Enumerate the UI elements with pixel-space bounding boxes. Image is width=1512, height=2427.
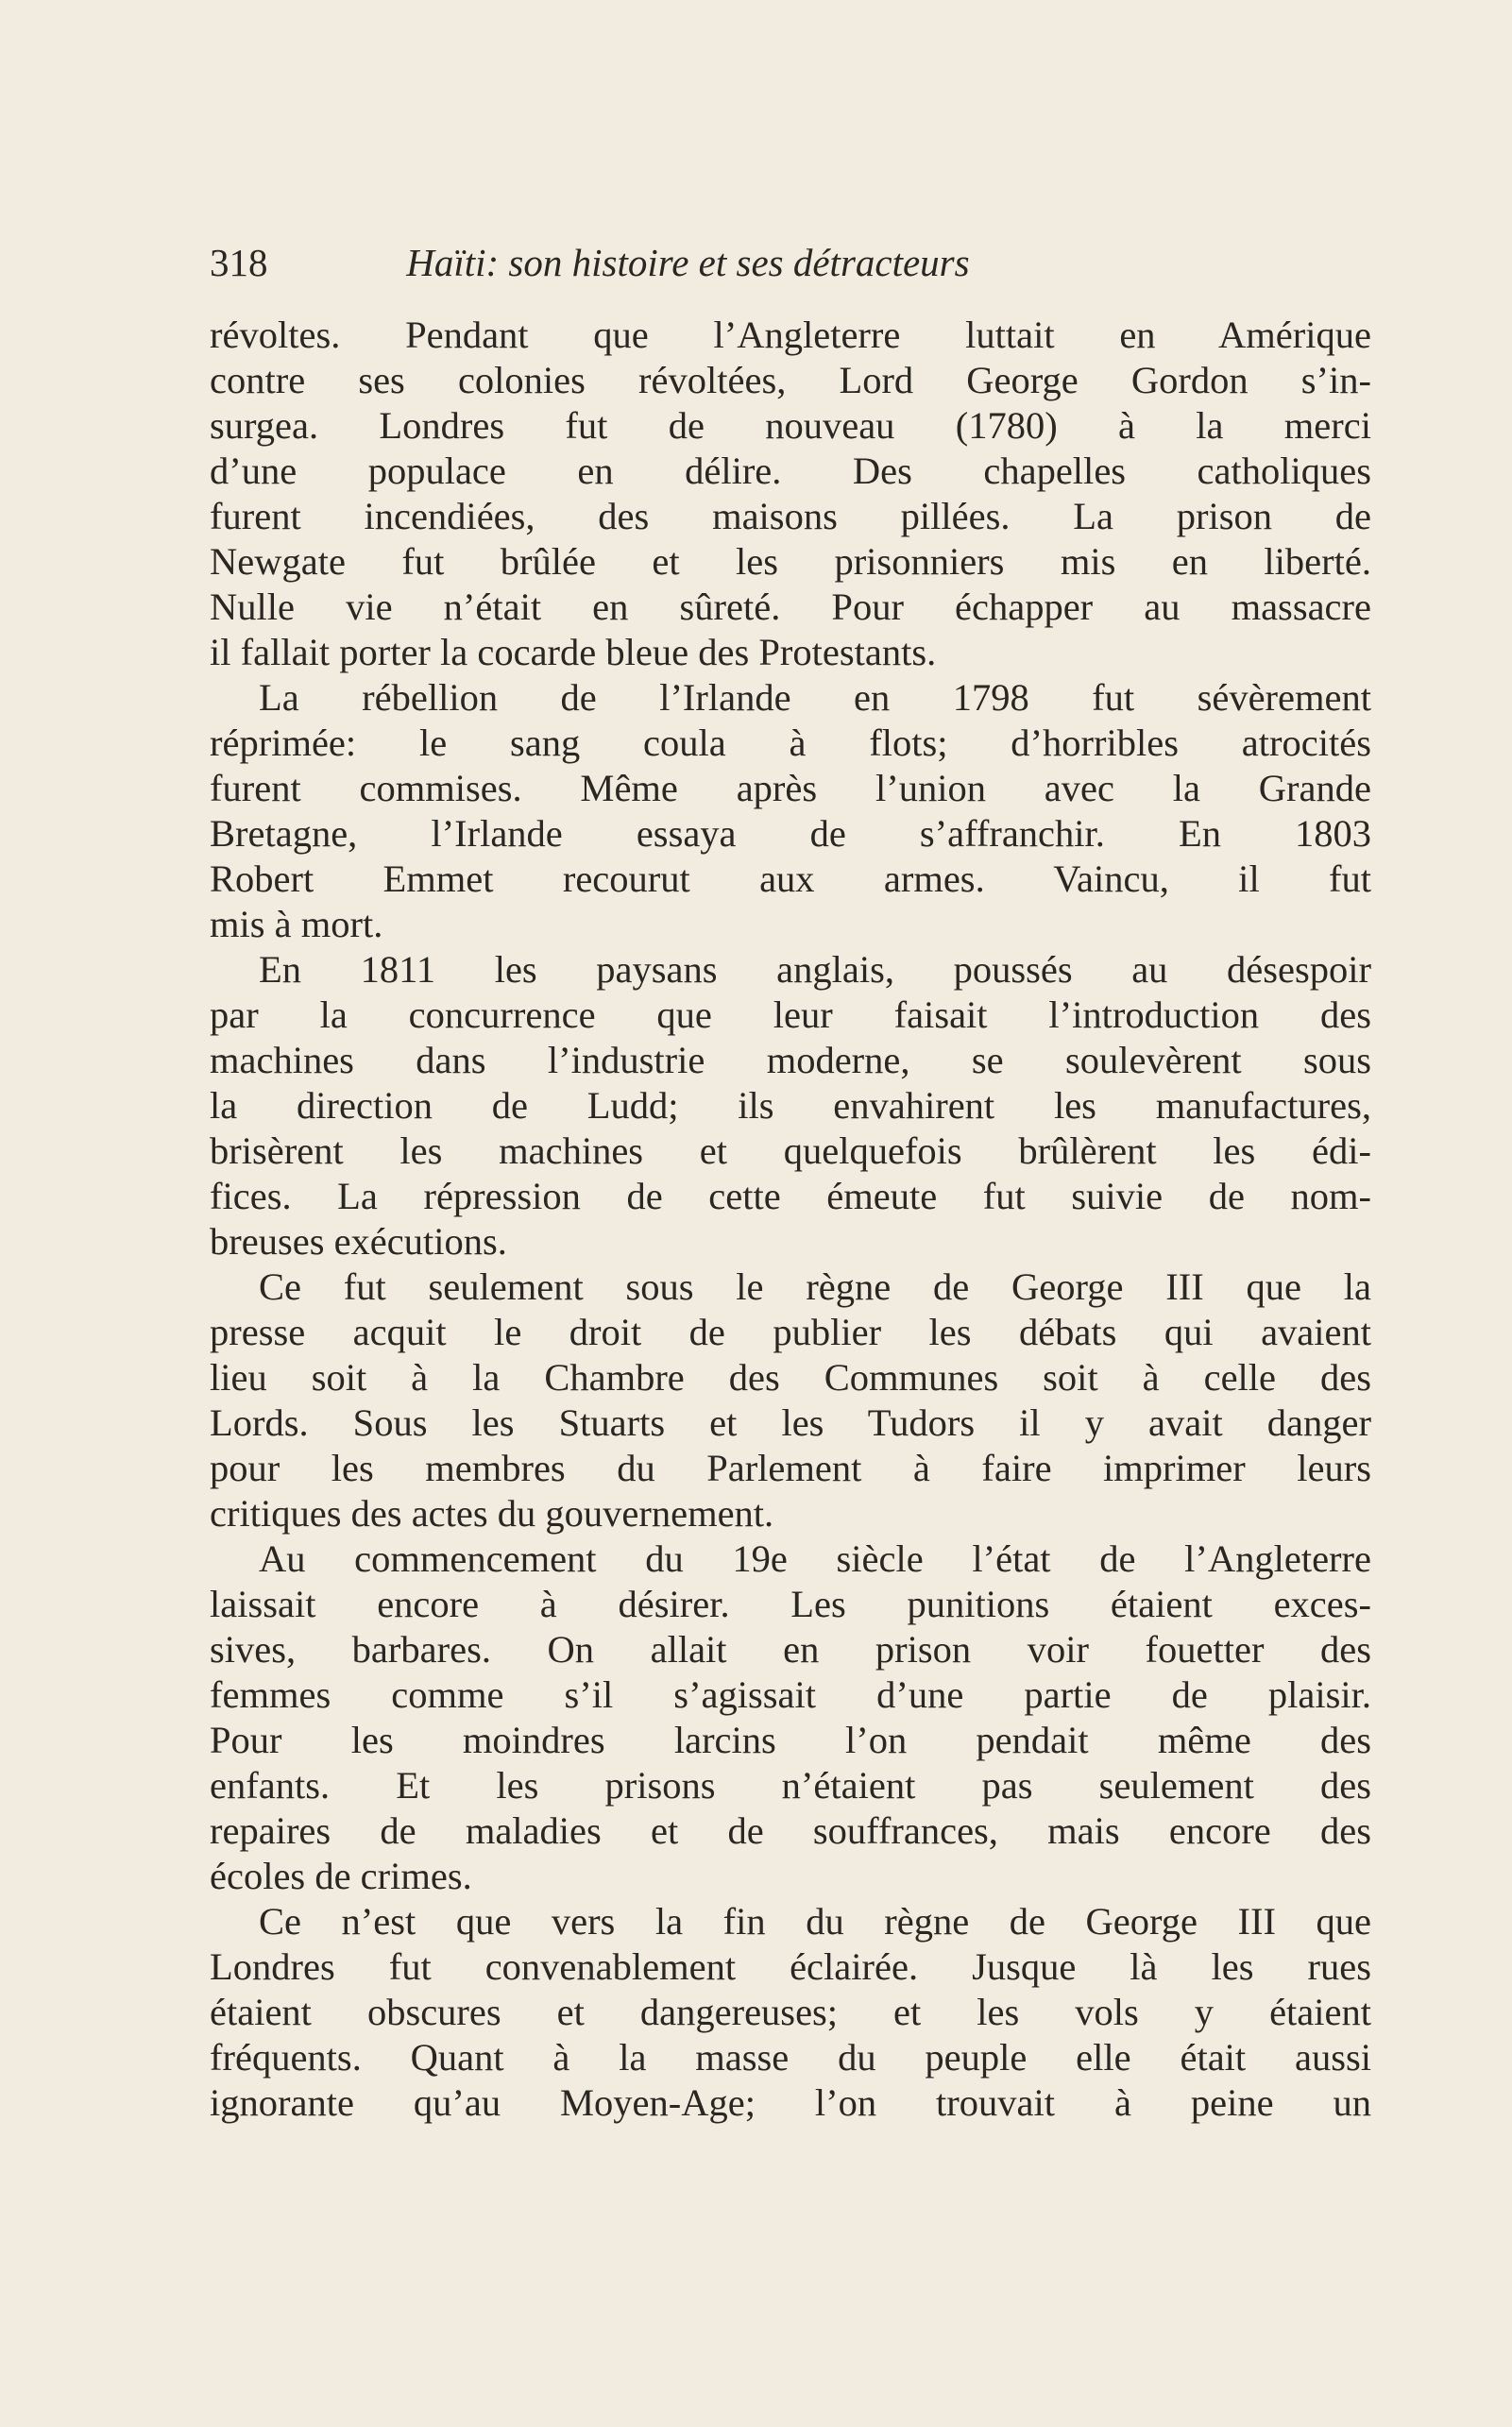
page-number: 318 [210, 241, 268, 284]
text-line: la direction de Ludd; ils envahirent les manufactures, [210, 1084, 1371, 1127]
text-line: Robert Emmet recourut aux armes. Vaincu, il fut [210, 857, 1371, 900]
text-line: enfants. Et les prisons n’étaient pas seulement des [210, 1764, 1371, 1807]
text-line: furent incendiées, des maisons pillées. La prison de [210, 495, 1371, 537]
text-line: brisèrent les machines et quelquefois brûlèrent les édi- [210, 1129, 1371, 1172]
text-line: Ce n’est que vers la fin du règne de George III que [259, 1900, 1371, 1943]
text-line: par la concurrence que leur faisait l’introduction des [210, 993, 1371, 1036]
text-line: écoles de crimes. [210, 1855, 472, 1897]
text-line: Nulle vie n’était en sûreté. Pour échapper au massacre [210, 586, 1371, 628]
text-line: lieu soit à la Chambre des Communes soit à celle des [210, 1356, 1371, 1399]
text-line: mis à mort. [210, 903, 383, 945]
text-line: Lords. Sous les Stuarts et les Tudors il y avait danger [210, 1401, 1371, 1444]
text-line: Ce fut seulement sous le règne de George III que la [259, 1265, 1371, 1308]
text-line: critiques des actes du gouvernement. [210, 1492, 774, 1535]
running-title: Haïti: son histoire et ses détracteurs [406, 241, 970, 284]
text-line: surgea. Londres fut de nouveau (1780) à la merci [210, 404, 1371, 447]
paragraph [210, 1899, 1371, 2126]
text-line: La rébellion de l’Irlande en 1798 fut sévèrement [259, 676, 1371, 719]
text-line: révoltes. Pendant que l’Angleterre luttait en Amérique [210, 314, 1371, 356]
text-line: breuses exécutions. [210, 1220, 507, 1263]
text-line: femmes comme s’il s’agissait d’une partie de plaisir. [210, 1673, 1371, 1716]
body-text [210, 313, 1371, 2126]
text-line: contre ses colonies révoltées, Lord George Gordon s’in- [210, 359, 1371, 401]
page-header [210, 234, 1371, 291]
text-line: pour les membres du Parlement à faire imprimer leurs [210, 1447, 1371, 1489]
text-line: furent commises. Même après l’union avec la Grande [210, 767, 1371, 809]
text-line: il fallait porter la cocarde bleue des Protestants. [210, 631, 937, 673]
text-line: machines dans l’industrie moderne, se soulevèrent sous [210, 1039, 1371, 1081]
paragraph [210, 1536, 1371, 1899]
text-line: d’une populace en délire. Des chapelles catholiques [210, 450, 1371, 492]
text-line: Pour les moindres larcins l’on pendait même des [210, 1719, 1371, 1761]
paragraph [210, 947, 1371, 1264]
text-line: fices. La répression de cette émeute fut suivie de nom- [210, 1175, 1371, 1217]
text-line: Au commencement du 19e siècle l’état de l’Angleterre [259, 1537, 1371, 1580]
text-line: étaient obscures et dangereuses; et les vols y étaient [210, 1991, 1371, 2033]
text-line: Bretagne, l’Irlande essaya de s’affranchir. En 1803 [210, 812, 1371, 855]
paragraph [210, 313, 1371, 675]
text-line: Newgate fut brûlée et les prisonniers mis en liberté. [210, 540, 1371, 583]
text-line: sives, barbares. On allait en prison voir fouetter des [210, 1628, 1371, 1671]
text-line: En 1811 les paysans anglais, poussés au désespoir [259, 948, 1371, 991]
text-line: fréquents. Quant à la masse du peuple elle était aussi [210, 2036, 1371, 2079]
paragraph [210, 675, 1371, 947]
text-line: repaires de maladies et de souffrances, mais encore des [210, 1809, 1371, 1852]
text-line: ignorante qu’au Moyen-Age; l’on trouvait à peine un [210, 2081, 1371, 2124]
text-line: Londres fut convenablement éclairée. Jusque là les rues [210, 1945, 1371, 1988]
text-line: presse acquit le droit de publier les débats qui avaient [210, 1311, 1371, 1353]
paragraph [210, 1264, 1371, 1536]
text-line: laissait encore à désirer. Les punitions étaient exces- [210, 1583, 1371, 1625]
text-line: réprimée: le sang coula à flots; d’horribles atrocités [210, 721, 1371, 764]
